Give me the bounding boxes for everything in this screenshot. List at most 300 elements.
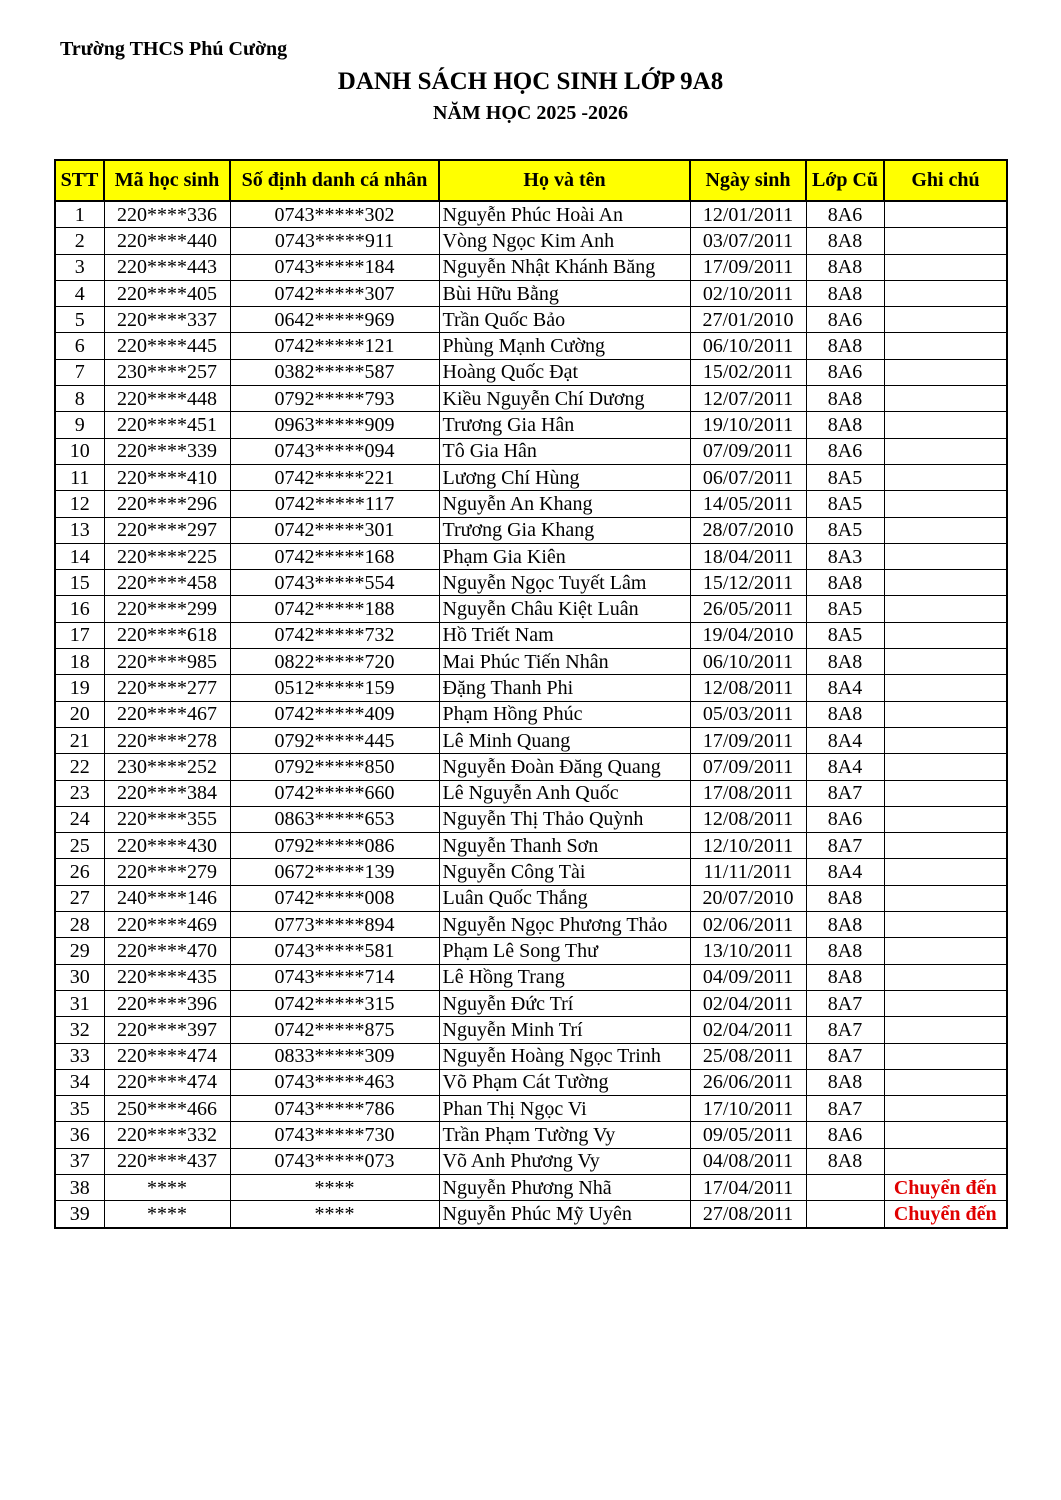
- cell-stt: 11: [55, 464, 104, 490]
- cell-full-name: Phạm Gia Kiên: [439, 543, 690, 569]
- cell-old-class: 8A8: [806, 964, 884, 990]
- cell-stt: 36: [55, 1122, 104, 1148]
- cell-student-code: 220****397: [104, 1017, 230, 1043]
- cell-student-code: ****: [104, 1174, 230, 1200]
- cell-personal-id: 0742*****732: [230, 622, 439, 648]
- cell-old-class: 8A8: [806, 254, 884, 280]
- cell-note: [884, 1043, 1007, 1069]
- cell-student-code: 220****443: [104, 254, 230, 280]
- cell-student-code: 220****474: [104, 1069, 230, 1095]
- cell-old-class: 8A8: [806, 412, 884, 438]
- cell-full-name: Nguyễn Phúc Mỹ Uyên: [439, 1201, 690, 1228]
- cell-full-name: Phạm Hồng Phúc: [439, 701, 690, 727]
- cell-old-class: 8A5: [806, 464, 884, 490]
- cell-note: [884, 990, 1007, 1016]
- cell-student-code: ****: [104, 1201, 230, 1228]
- cell-old-class: 8A5: [806, 491, 884, 517]
- table-row: [55, 859, 1007, 885]
- cell-old-class: 8A7: [806, 780, 884, 806]
- cell-note: Chuyển đến: [884, 1201, 1007, 1228]
- cell-old-class: 8A7: [806, 833, 884, 859]
- cell-full-name: Nguyễn Thị Thảo Quỳnh: [439, 806, 690, 832]
- table-row: [55, 885, 1007, 911]
- cell-full-name: Bùi Hữu Bằng: [439, 280, 690, 306]
- table-row: [55, 412, 1007, 438]
- cell-student-code: 220****396: [104, 990, 230, 1016]
- cell-old-class: 8A7: [806, 1017, 884, 1043]
- school-name: Trường THCS Phú Cường: [60, 38, 288, 60]
- cell-student-code: 220****278: [104, 727, 230, 753]
- header-personal-id: Số định danh cá nhân: [230, 160, 439, 201]
- cell-stt: 8: [55, 386, 104, 412]
- cell-personal-id: 0742*****168: [230, 543, 439, 569]
- cell-personal-id: 0743*****554: [230, 570, 439, 596]
- cell-stt: 39: [55, 1201, 104, 1228]
- cell-student-code: 220****339: [104, 438, 230, 464]
- table-row: [55, 570, 1007, 596]
- cell-full-name: Nguyễn Ngọc Phương Thảo: [439, 912, 690, 938]
- cell-full-name: Hồ Triết Nam: [439, 622, 690, 648]
- table-row: [55, 1069, 1007, 1095]
- cell-stt: 4: [55, 280, 104, 306]
- cell-note: [884, 491, 1007, 517]
- cell-birth-date: 04/09/2011: [690, 964, 806, 990]
- cell-stt: 33: [55, 1043, 104, 1069]
- cell-personal-id: 0742*****660: [230, 780, 439, 806]
- cell-stt: 16: [55, 596, 104, 622]
- cell-stt: 25: [55, 833, 104, 859]
- cell-full-name: Nguyễn Nhật Khánh Băng: [439, 254, 690, 280]
- cell-personal-id: 0743*****714: [230, 964, 439, 990]
- cell-stt: 1: [55, 201, 104, 228]
- table-row: [55, 254, 1007, 280]
- cell-old-class: 8A6: [806, 438, 884, 464]
- header-note: Ghi chú: [884, 160, 1007, 201]
- cell-stt: 19: [55, 675, 104, 701]
- cell-full-name: Trương Gia Hân: [439, 412, 690, 438]
- cell-note: [884, 675, 1007, 701]
- cell-full-name: Hoàng Quốc Đạt: [439, 359, 690, 385]
- cell-note: [884, 464, 1007, 490]
- cell-personal-id: 0742*****008: [230, 885, 439, 911]
- cell-personal-id: 0742*****307: [230, 280, 439, 306]
- table-row: [55, 727, 1007, 753]
- table-row: [55, 912, 1007, 938]
- cell-student-code: 220****448: [104, 386, 230, 412]
- cell-personal-id: 0742*****188: [230, 596, 439, 622]
- table-row: [55, 938, 1007, 964]
- table-row: [55, 491, 1007, 517]
- cell-full-name: Phan Thị Ngọc Vi: [439, 1096, 690, 1122]
- cell-note: [884, 438, 1007, 464]
- cell-personal-id: ****: [230, 1201, 439, 1228]
- table-row: [55, 280, 1007, 306]
- cell-full-name: Nguyễn Đoàn Đăng Quang: [439, 754, 690, 780]
- table-row: [55, 675, 1007, 701]
- cell-birth-date: 07/09/2011: [690, 438, 806, 464]
- cell-old-class: 8A6: [806, 1122, 884, 1148]
- cell-old-class: 8A8: [806, 280, 884, 306]
- cell-full-name: Trần Quốc Bảo: [439, 307, 690, 333]
- cell-note: [884, 280, 1007, 306]
- cell-birth-date: 12/08/2011: [690, 675, 806, 701]
- cell-stt: 28: [55, 912, 104, 938]
- header-student-code: Mã học sinh: [104, 160, 230, 201]
- cell-note: [884, 1069, 1007, 1095]
- cell-personal-id: 0742*****409: [230, 701, 439, 727]
- cell-birth-date: 25/08/2011: [690, 1043, 806, 1069]
- cell-old-class: 8A8: [806, 1148, 884, 1174]
- cell-student-code: 220****296: [104, 491, 230, 517]
- cell-student-code: 220****985: [104, 649, 230, 675]
- cell-birth-date: 07/09/2011: [690, 754, 806, 780]
- cell-student-code: 220****435: [104, 964, 230, 990]
- cell-personal-id: 0792*****850: [230, 754, 439, 780]
- cell-student-code: 220****458: [104, 570, 230, 596]
- cell-birth-date: 18/04/2011: [690, 543, 806, 569]
- cell-birth-date: 02/04/2011: [690, 990, 806, 1016]
- cell-full-name: Vòng Ngọc Kim Anh: [439, 228, 690, 254]
- table-row: [55, 1174, 1007, 1200]
- cell-full-name: Nguyễn Công Tài: [439, 859, 690, 885]
- cell-full-name: Trương Gia Khang: [439, 517, 690, 543]
- cell-old-class: 8A8: [806, 570, 884, 596]
- cell-birth-date: 20/07/2010: [690, 885, 806, 911]
- cell-note: [884, 885, 1007, 911]
- cell-personal-id: 0742*****875: [230, 1017, 439, 1043]
- cell-personal-id: 0792*****445: [230, 727, 439, 753]
- cell-old-class: 8A3: [806, 543, 884, 569]
- table-row: [55, 543, 1007, 569]
- cell-stt: 6: [55, 333, 104, 359]
- cell-note: [884, 1148, 1007, 1174]
- cell-birth-date: 02/10/2011: [690, 280, 806, 306]
- student-table: [54, 159, 1008, 1229]
- cell-personal-id: 0743*****073: [230, 1148, 439, 1174]
- cell-stt: 27: [55, 885, 104, 911]
- cell-personal-id: 0512*****159: [230, 675, 439, 701]
- cell-student-code: 230****252: [104, 754, 230, 780]
- cell-student-code: 220****355: [104, 806, 230, 832]
- cell-stt: 20: [55, 701, 104, 727]
- cell-full-name: Phạm Lê Song Thư: [439, 938, 690, 964]
- cell-birth-date: 17/08/2011: [690, 780, 806, 806]
- page-title: DANH SÁCH HỌC SINH LỚP 9A8: [337, 68, 724, 95]
- cell-personal-id: 0792*****086: [230, 833, 439, 859]
- cell-student-code: 220****299: [104, 596, 230, 622]
- cell-note: [884, 1017, 1007, 1043]
- cell-note: [884, 517, 1007, 543]
- cell-student-code: 240****146: [104, 885, 230, 911]
- cell-note: [884, 649, 1007, 675]
- cell-student-code: 220****440: [104, 228, 230, 254]
- cell-birth-date: 14/05/2011: [690, 491, 806, 517]
- cell-personal-id: 0743*****786: [230, 1096, 439, 1122]
- cell-old-class: 8A8: [806, 333, 884, 359]
- cell-old-class: 8A4: [806, 727, 884, 753]
- cell-note: [884, 780, 1007, 806]
- cell-full-name: Trần Phạm Tường Vy: [439, 1122, 690, 1148]
- cell-note: [884, 938, 1007, 964]
- cell-old-class: 8A4: [806, 675, 884, 701]
- cell-full-name: Nguyễn Phương Nhã: [439, 1174, 690, 1200]
- cell-stt: 34: [55, 1069, 104, 1095]
- header-birth-date: Ngày sinh: [690, 160, 806, 201]
- cell-old-class: 8A8: [806, 912, 884, 938]
- cell-stt: 2: [55, 228, 104, 254]
- cell-full-name: Nguyễn Ngọc Tuyết Lâm: [439, 570, 690, 596]
- cell-birth-date: 09/05/2011: [690, 1122, 806, 1148]
- cell-full-name: Nguyễn An Khang: [439, 491, 690, 517]
- cell-note: [884, 359, 1007, 385]
- cell-birth-date: 12/08/2011: [690, 806, 806, 832]
- cell-full-name: Nguyễn Thanh Sơn: [439, 833, 690, 859]
- cell-student-code: 220****384: [104, 780, 230, 806]
- cell-old-class: [806, 1201, 884, 1228]
- cell-stt: 18: [55, 649, 104, 675]
- cell-stt: 10: [55, 438, 104, 464]
- cell-birth-date: 02/04/2011: [690, 1017, 806, 1043]
- cell-note: [884, 201, 1007, 228]
- cell-student-code: 220****618: [104, 622, 230, 648]
- cell-student-code: 220****405: [104, 280, 230, 306]
- cell-note: [884, 386, 1007, 412]
- cell-birth-date: 02/06/2011: [690, 912, 806, 938]
- table-row: [55, 990, 1007, 1016]
- cell-note: [884, 833, 1007, 859]
- cell-personal-id: 0743*****911: [230, 228, 439, 254]
- cell-full-name: Mai Phúc Tiến Nhân: [439, 649, 690, 675]
- table-header-row: [55, 160, 1007, 201]
- table-row: [55, 1201, 1007, 1228]
- cell-full-name: Nguyễn Châu Kiệt Luân: [439, 596, 690, 622]
- cell-birth-date: 19/04/2010: [690, 622, 806, 648]
- cell-birth-date: 11/11/2011: [690, 859, 806, 885]
- cell-old-class: 8A5: [806, 517, 884, 543]
- cell-note: [884, 701, 1007, 727]
- header-stt: STT: [55, 160, 104, 201]
- cell-student-code: 220****332: [104, 1122, 230, 1148]
- cell-student-code: 220****279: [104, 859, 230, 885]
- cell-birth-date: 17/09/2011: [690, 254, 806, 280]
- header-old-class: Lớp Cũ: [806, 160, 884, 201]
- cell-old-class: 8A6: [806, 359, 884, 385]
- cell-birth-date: 05/03/2011: [690, 701, 806, 727]
- cell-note: [884, 727, 1007, 753]
- cell-full-name: Tô Gia Hân: [439, 438, 690, 464]
- cell-personal-id: 0833*****309: [230, 1043, 439, 1069]
- cell-student-code: 220****467: [104, 701, 230, 727]
- cell-stt: 3: [55, 254, 104, 280]
- cell-stt: 32: [55, 1017, 104, 1043]
- cell-student-code: 230****257: [104, 359, 230, 385]
- cell-note: [884, 570, 1007, 596]
- table-row: [55, 833, 1007, 859]
- cell-personal-id: 0743*****581: [230, 938, 439, 964]
- table-row: [55, 359, 1007, 385]
- cell-birth-date: 04/08/2011: [690, 1148, 806, 1174]
- cell-note: [884, 543, 1007, 569]
- cell-personal-id: 0742*****221: [230, 464, 439, 490]
- cell-personal-id: 0792*****793: [230, 386, 439, 412]
- cell-stt: 17: [55, 622, 104, 648]
- cell-full-name: Lương Chí Hùng: [439, 464, 690, 490]
- cell-stt: 24: [55, 806, 104, 832]
- cell-birth-date: 06/10/2011: [690, 649, 806, 675]
- cell-personal-id: 0742*****121: [230, 333, 439, 359]
- cell-old-class: 8A7: [806, 1043, 884, 1069]
- table-row: [55, 649, 1007, 675]
- cell-old-class: 8A6: [806, 201, 884, 228]
- cell-student-code: 220****445: [104, 333, 230, 359]
- cell-old-class: 8A8: [806, 701, 884, 727]
- cell-birth-date: 15/02/2011: [690, 359, 806, 385]
- cell-old-class: 8A6: [806, 806, 884, 832]
- cell-personal-id: 0863*****653: [230, 806, 439, 832]
- cell-personal-id: 0773*****894: [230, 912, 439, 938]
- table-row: [55, 386, 1007, 412]
- cell-note: [884, 228, 1007, 254]
- cell-birth-date: 13/10/2011: [690, 938, 806, 964]
- cell-old-class: 8A8: [806, 386, 884, 412]
- cell-stt: 7: [55, 359, 104, 385]
- table-row: [55, 201, 1007, 228]
- cell-personal-id: 0642*****969: [230, 307, 439, 333]
- cell-birth-date: 17/10/2011: [690, 1096, 806, 1122]
- cell-full-name: Võ Phạm Cát Tường: [439, 1069, 690, 1095]
- cell-stt: 26: [55, 859, 104, 885]
- table-row: [55, 701, 1007, 727]
- cell-old-class: 8A4: [806, 754, 884, 780]
- cell-stt: 12: [55, 491, 104, 517]
- cell-personal-id: 0743*****463: [230, 1069, 439, 1095]
- cell-birth-date: 17/04/2011: [690, 1174, 806, 1200]
- cell-note: Chuyển đến: [884, 1174, 1007, 1200]
- cell-stt: 31: [55, 990, 104, 1016]
- cell-full-name: Lê Minh Quang: [439, 727, 690, 753]
- cell-note: [884, 912, 1007, 938]
- cell-personal-id: ****: [230, 1174, 439, 1200]
- cell-stt: 21: [55, 727, 104, 753]
- cell-birth-date: 17/09/2011: [690, 727, 806, 753]
- cell-full-name: Nguyễn Minh Trí: [439, 1017, 690, 1043]
- cell-personal-id: 0743*****184: [230, 254, 439, 280]
- cell-student-code: 220****470: [104, 938, 230, 964]
- cell-birth-date: 15/12/2011: [690, 570, 806, 596]
- table-row: [55, 806, 1007, 832]
- cell-full-name: Luân Quốc Thắng: [439, 885, 690, 911]
- table-row: [55, 964, 1007, 990]
- cell-note: [884, 254, 1007, 280]
- cell-old-class: 8A5: [806, 596, 884, 622]
- cell-personal-id: 0963*****909: [230, 412, 439, 438]
- cell-stt: 38: [55, 1174, 104, 1200]
- cell-stt: 23: [55, 780, 104, 806]
- cell-note: [884, 859, 1007, 885]
- cell-note: [884, 964, 1007, 990]
- header-full-name: Họ và tên: [439, 160, 690, 201]
- cell-birth-date: 28/07/2010: [690, 517, 806, 543]
- table-row: [55, 622, 1007, 648]
- cell-student-code: 220****277: [104, 675, 230, 701]
- table-row: [55, 1017, 1007, 1043]
- cell-old-class: 8A8: [806, 1069, 884, 1095]
- table-body: [55, 201, 1007, 1228]
- cell-note: [884, 1122, 1007, 1148]
- cell-old-class: 8A6: [806, 307, 884, 333]
- cell-stt: 14: [55, 543, 104, 569]
- cell-student-code: 220****225: [104, 543, 230, 569]
- cell-stt: 37: [55, 1148, 104, 1174]
- table-row: [55, 596, 1007, 622]
- cell-stt: 22: [55, 754, 104, 780]
- cell-stt: 5: [55, 307, 104, 333]
- table-row: [55, 438, 1007, 464]
- cell-full-name: Kiều Nguyễn Chí Dương: [439, 386, 690, 412]
- cell-student-code: 220****337: [104, 307, 230, 333]
- cell-note: [884, 754, 1007, 780]
- cell-full-name: Lê Hồng Trang: [439, 964, 690, 990]
- cell-birth-date: 27/01/2010: [690, 307, 806, 333]
- table-row: [55, 780, 1007, 806]
- table-row: [55, 1122, 1007, 1148]
- cell-birth-date: 19/10/2011: [690, 412, 806, 438]
- cell-student-code: 250****466: [104, 1096, 230, 1122]
- cell-personal-id: 0672*****139: [230, 859, 439, 885]
- cell-note: [884, 333, 1007, 359]
- cell-student-code: 220****336: [104, 201, 230, 228]
- cell-old-class: 8A8: [806, 885, 884, 911]
- cell-birth-date: 12/07/2011: [690, 386, 806, 412]
- cell-note: [884, 307, 1007, 333]
- table-row: [55, 517, 1007, 543]
- cell-note: [884, 412, 1007, 438]
- cell-stt: 15: [55, 570, 104, 596]
- cell-personal-id: 0743*****094: [230, 438, 439, 464]
- cell-note: [884, 596, 1007, 622]
- cell-full-name: Nguyễn Hoàng Ngọc Trinh: [439, 1043, 690, 1069]
- cell-full-name: Đặng Thanh Phi: [439, 675, 690, 701]
- cell-full-name: Nguyễn Đức Trí: [439, 990, 690, 1016]
- cell-personal-id: 0742*****117: [230, 491, 439, 517]
- cell-birth-date: 12/10/2011: [690, 833, 806, 859]
- cell-personal-id: 0742*****315: [230, 990, 439, 1016]
- cell-personal-id: 0382*****587: [230, 359, 439, 385]
- table-row: [55, 1096, 1007, 1122]
- cell-full-name: Nguyễn Phúc Hoài An: [439, 201, 690, 228]
- table-row: [55, 333, 1007, 359]
- cell-student-code: 220****474: [104, 1043, 230, 1069]
- cell-student-code: 220****437: [104, 1148, 230, 1174]
- cell-student-code: 220****410: [104, 464, 230, 490]
- cell-birth-date: 06/07/2011: [690, 464, 806, 490]
- cell-personal-id: 0743*****730: [230, 1122, 439, 1148]
- cell-full-name: Lê Nguyễn Anh Quốc: [439, 780, 690, 806]
- cell-birth-date: 06/10/2011: [690, 333, 806, 359]
- cell-student-code: 220****297: [104, 517, 230, 543]
- cell-birth-date: 26/06/2011: [690, 1069, 806, 1095]
- cell-personal-id: 0742*****301: [230, 517, 439, 543]
- cell-note: [884, 806, 1007, 832]
- cell-full-name: Võ Anh Phương Vy: [439, 1148, 690, 1174]
- cell-old-class: 8A4: [806, 859, 884, 885]
- cell-birth-date: 27/08/2011: [690, 1201, 806, 1228]
- cell-old-class: 8A7: [806, 1096, 884, 1122]
- cell-old-class: 8A8: [806, 938, 884, 964]
- cell-birth-date: 26/05/2011: [690, 596, 806, 622]
- table-row: [55, 307, 1007, 333]
- table-row: [55, 1043, 1007, 1069]
